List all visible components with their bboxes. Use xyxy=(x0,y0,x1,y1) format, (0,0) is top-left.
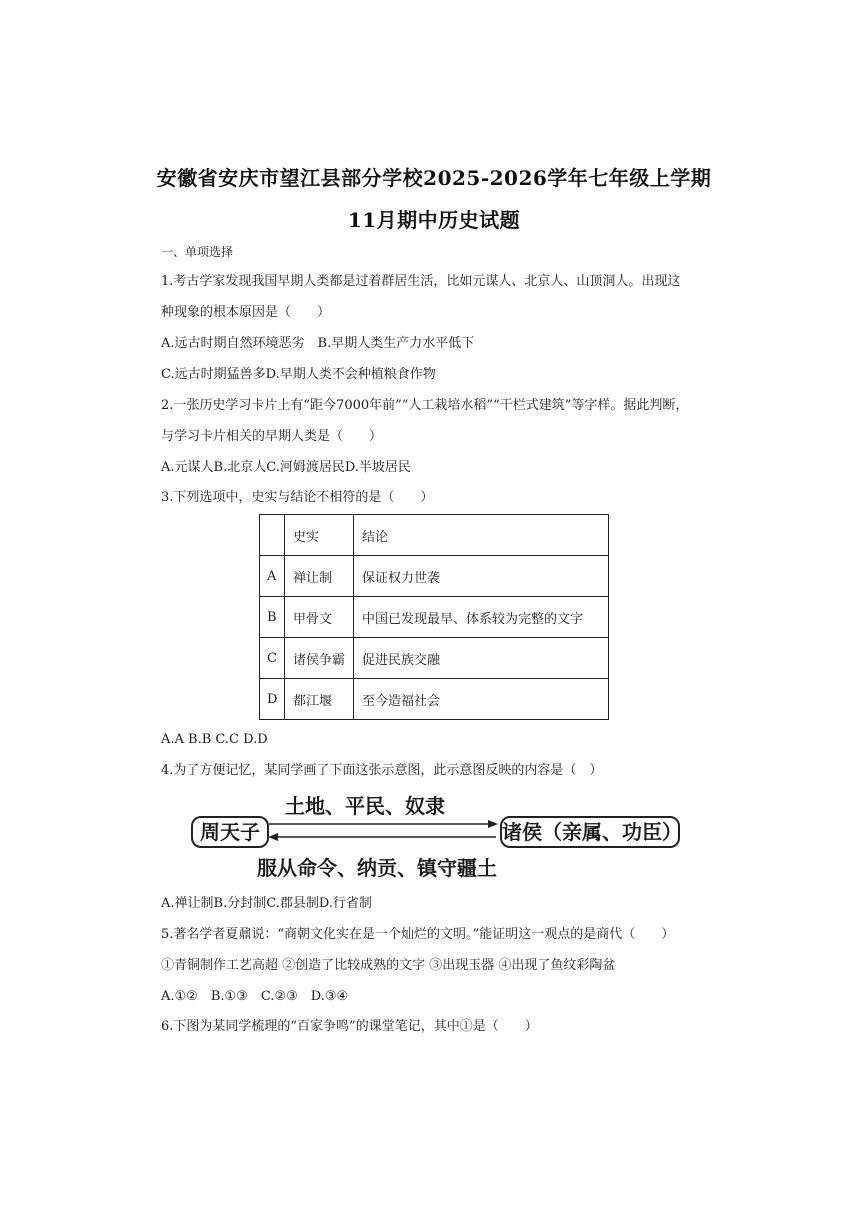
table-row xyxy=(260,556,609,597)
q1-options-line-1: A.远古时期自然环境恶劣 B.早期人类生产力水平低下 xyxy=(161,336,475,351)
q4-fenfeng-diagram xyxy=(0,790,868,890)
table-row xyxy=(260,638,609,679)
q2-stem-line-2: 与学习卡片相关的早期人类是（ ） xyxy=(161,429,383,444)
table-header-cell xyxy=(260,515,285,556)
left-arrow xyxy=(268,833,496,841)
table-cell: 保证权力世袭 xyxy=(354,556,609,597)
table-cell: 诸侯争霸 xyxy=(285,638,354,679)
table-cell: 都江堰 xyxy=(285,679,354,720)
diagram-bottom-label: 服从命令、纳贡、镇守疆土 xyxy=(257,856,497,880)
table-cell: B xyxy=(260,597,285,638)
right-arrow xyxy=(269,820,498,828)
diagram-box-zhuhou: 诸侯（亲属、功臣） xyxy=(500,816,680,848)
q1-stem-line-2: 种现象的根本原因是（ ） xyxy=(161,305,331,320)
diagram-top-label: 土地、平民、奴隶 xyxy=(285,794,445,818)
table-cell: 至今造福社会 xyxy=(354,679,609,720)
q6-stem: 6.下图为某同学梳理的“百家争鸣”的课堂笔记，其中①是（ ） xyxy=(161,1019,538,1034)
q5-options: A.①② B.①③ C.②③ D.③④ xyxy=(161,989,349,1004)
table-cell: 禅让制 xyxy=(285,556,354,597)
table-row xyxy=(260,597,609,638)
exam-title-line-2: 11月期中历史试题 xyxy=(347,208,521,232)
table-cell: C xyxy=(260,638,285,679)
table-header-cell: 史实 xyxy=(285,515,354,556)
diagram-box-zhou-tianzi: 周天子 xyxy=(191,816,269,848)
q4-stem: 4.为了方便记忆，某同学画了下面这张示意图，此示意图反映的内容是（ ） xyxy=(161,763,603,778)
q2-stem-line-1: 2.一张历史学习卡片上有“距今7000年前”“人工栽培水稻”“干栏式建筑”等字样。据此判断， xyxy=(161,398,689,413)
table-header-cell: 结论 xyxy=(354,515,609,556)
q3-fact-table xyxy=(259,514,609,720)
q3-stem: 3.下列选项中，史实与结论不相符的是（ ） xyxy=(161,490,434,505)
table-cell: 甲骨文 xyxy=(285,597,354,638)
section-heading: 一、单项选择 xyxy=(161,245,234,259)
table-cell: 促进民族交融 xyxy=(354,638,609,679)
q3-options: A.A B.B C.C D.D xyxy=(161,732,268,747)
exam-title-line-1: 安徽省安庆市望江县部分学校2025-2026学年七年级上学期 xyxy=(156,166,712,190)
q5-stem: 5.著名学者夏鼐说：“商朝文化实在是一个灿烂的文明。”能证明这一观点的是商代（ ） xyxy=(161,927,675,942)
table-cell: A xyxy=(260,556,285,597)
q2-options: A.元谋人B.北京人C.河姆渡居民D.半坡居民 xyxy=(161,460,411,475)
q1-options-line-2: C.远古时期猛兽多D.早期人类不会种植粮食作物 xyxy=(161,367,436,382)
table-cell: D xyxy=(260,679,285,720)
q5-items: ①青铜制作工艺高超 ②创造了比较成熟的文字 ③出现玉器 ④出现了鱼纹彩陶盆 xyxy=(161,958,616,973)
table-row xyxy=(260,679,609,720)
q4-options: A.禅让制B.分封制C.郡县制D.行省制 xyxy=(161,896,372,911)
q1-stem-line-1: 1.考古学家发现我国早期人类都是过着群居生活，比如元谋人、北京人、山顶洞人。出现这 xyxy=(161,274,681,289)
table-header-row xyxy=(260,515,609,556)
table-cell: 中国已发现最早、体系较为完整的文字 xyxy=(354,597,609,638)
